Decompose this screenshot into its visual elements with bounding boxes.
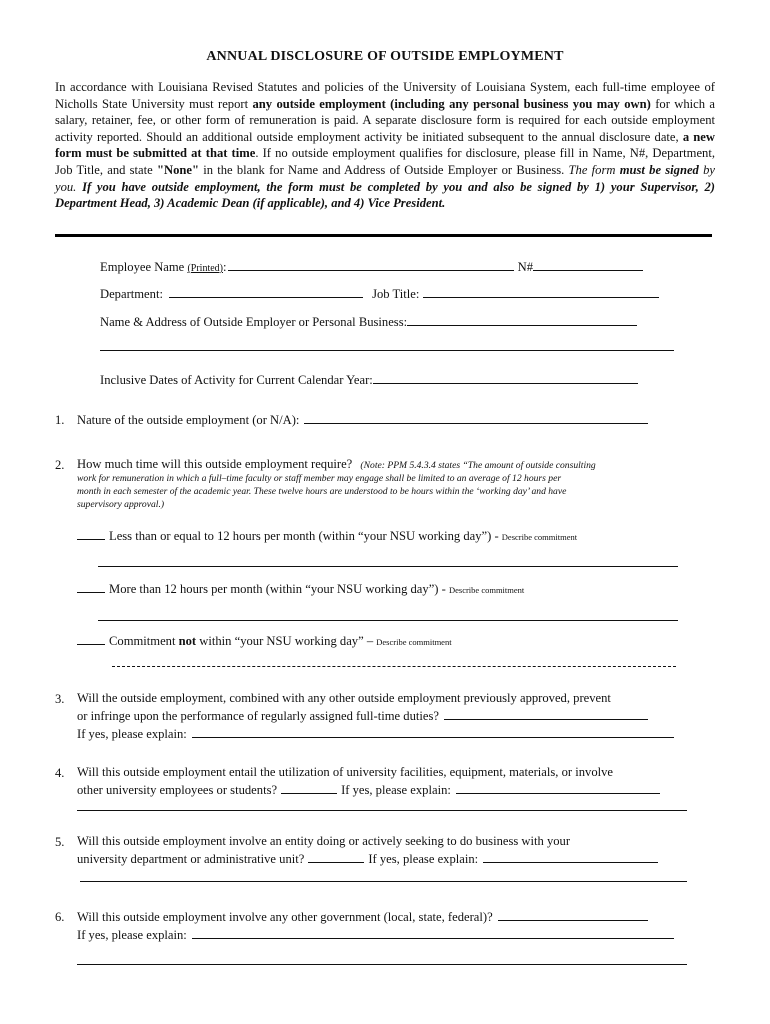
time-option-1-text: Less than or equal to 12 hours per month (within “your NSU working day”) - bbox=[109, 529, 502, 543]
n-number-field[interactable] bbox=[533, 258, 643, 271]
intro-text: . If no outside employment qualifies for disclosure, please fill in Name, N#, Department, Job Title, and state bbox=[55, 146, 715, 177]
question-number: 3. bbox=[55, 692, 65, 706]
question-5-text: Will this outside employment involve an entity doing or actively seeking to do business with your bbox=[77, 834, 571, 848]
job-title-field[interactable] bbox=[423, 285, 659, 298]
question-4-explain-field[interactable] bbox=[456, 781, 660, 794]
question-3-text: or infringe upon the performance of regularly assigned full-time duties? bbox=[77, 709, 439, 723]
time-option-3-field[interactable] bbox=[77, 632, 105, 645]
outside-employer-field[interactable] bbox=[407, 313, 637, 326]
outside-employer-field-line2[interactable] bbox=[100, 350, 674, 351]
question-1 bbox=[77, 411, 648, 429]
outside-employer-label: Name & Address of Outside Employer or Personal Business: bbox=[100, 315, 408, 329]
question-5-explain-field[interactable] bbox=[483, 850, 658, 863]
employee-name-row bbox=[100, 258, 643, 276]
question-3 bbox=[77, 690, 674, 743]
dates-field[interactable] bbox=[373, 371, 638, 384]
question-3-explain-label: If yes, please explain: bbox=[77, 727, 187, 741]
intro-paragraph bbox=[55, 79, 715, 212]
describe-commitment-label: Describe commitment bbox=[376, 637, 452, 647]
question-2-note-line: (Note: PPM 5.4.3.4 states “The amount of outside consulting bbox=[360, 460, 596, 471]
time-option-1-describe-field[interactable] bbox=[98, 566, 678, 567]
question-5 bbox=[77, 833, 658, 868]
dates-row bbox=[100, 371, 638, 389]
intro-text: for which a salary, retainer, fee, or other form of remuneration is paid. A separate disclosure form is required for each outside employment activity reported. Should an additional outside employment activity be initiated subsequent to the annual disclosure date, bbox=[55, 96, 716, 144]
intro-bold-italic-text: must be signed bbox=[619, 162, 699, 177]
time-option-3-text: Commitment bbox=[109, 634, 179, 648]
intro-bold-text: any outside employment (including any personal business you may own) bbox=[252, 96, 651, 111]
question-3-answer-field[interactable] bbox=[444, 707, 648, 720]
question-2-note-line: work for remuneration in which a full–time faculty or staff member may engage shall be limited to an average of 12 hours per bbox=[77, 473, 562, 484]
describe-commitment-label: Describe commitment bbox=[501, 532, 578, 542]
question-4-text: Will this outside employment entail the utilization of university facilities, equipment, materials, or involve bbox=[77, 765, 614, 779]
question-5-explain-label: If yes, please explain: bbox=[368, 852, 479, 866]
time-option-3-describe-field[interactable] bbox=[112, 666, 676, 667]
question-6-text: Will this outside employment involve any other government (local, state, federal)? bbox=[77, 910, 493, 924]
time-option-2 bbox=[77, 580, 524, 598]
question-4-explain-label: If yes, please explain: bbox=[341, 783, 451, 797]
question-1-field[interactable] bbox=[304, 411, 648, 424]
dates-label: Inclusive Dates of Activity for Current Calendar Year: bbox=[100, 373, 373, 387]
question-4-text: other university employees or students? bbox=[77, 783, 278, 797]
question-4-explain-field-line2[interactable] bbox=[77, 810, 687, 811]
question-4-answer-field[interactable] bbox=[281, 781, 337, 794]
job-title-label: Job Title: bbox=[372, 287, 420, 301]
question-5-text: university department or administrative unit? bbox=[77, 852, 305, 866]
form-title: ANNUAL DISCLOSURE OF OUTSIDE EMPLOYMENT bbox=[206, 49, 564, 64]
question-6-explain-field[interactable] bbox=[192, 926, 674, 939]
question-5-explain-field-line2[interactable] bbox=[80, 881, 687, 882]
time-option-3-text: within “your NSU working day” – bbox=[196, 634, 377, 648]
question-number: 5. bbox=[55, 835, 65, 849]
question-3-explain-field[interactable] bbox=[192, 725, 674, 738]
department-field[interactable] bbox=[169, 285, 363, 298]
time-option-1 bbox=[77, 527, 577, 545]
question-number: 4. bbox=[55, 766, 65, 780]
time-option-3 bbox=[77, 632, 452, 650]
employee-name-label: Employee Name bbox=[100, 260, 188, 274]
time-option-2-describe-field[interactable] bbox=[98, 620, 678, 621]
question-6-answer-field[interactable] bbox=[498, 908, 648, 921]
intro-italic-text: The form bbox=[568, 162, 620, 177]
n-number-label: N# bbox=[517, 260, 534, 274]
employee-name-field[interactable] bbox=[228, 258, 514, 271]
question-number: 1. bbox=[55, 413, 65, 427]
question-1-text: Nature of the outside employment (or N/A): bbox=[77, 413, 300, 427]
question-number: 6. bbox=[55, 910, 65, 924]
time-option-2-text: More than 12 hours per month (within “your NSU working day”) - bbox=[109, 582, 449, 596]
question-4 bbox=[77, 764, 660, 799]
time-option-1-field[interactable] bbox=[77, 527, 105, 540]
question-2-note-line: month in each semester of the academic year. These twelve hours are understood to be hours within the ‘working day’ and have bbox=[77, 486, 567, 498]
question-3-text: Will the outside employment, combined with any other outside employment previously approved, prevent bbox=[77, 691, 611, 705]
header-divider bbox=[55, 234, 712, 237]
intro-bold-text: "None" bbox=[156, 162, 199, 177]
intro-text: In accordance with Louisiana Revised Statutes and policies of the University of Louisiana System, each full-time employee of Nicholls State University must report bbox=[55, 80, 715, 111]
intro-bold-italic-text: If you have outside employment, the form must be completed by you and also be signed by 1) your Supervisor, 2) Department Head, 3) Academic Dean (if applicable), and 4) Vice President. bbox=[55, 179, 715, 211]
department-row bbox=[100, 285, 659, 303]
intro-text: in the blank for Name and Address of Outside Employer or Business. bbox=[198, 162, 569, 177]
intro-italic-text: by you. bbox=[55, 162, 715, 194]
outside-employer-row bbox=[100, 313, 637, 331]
time-option-2-field[interactable] bbox=[77, 580, 105, 593]
question-6-explain-label: If yes, please explain: bbox=[77, 928, 187, 942]
question-5-answer-field[interactable] bbox=[308, 850, 364, 863]
intro-bold-text: a new form must be submitted at that time bbox=[55, 129, 715, 161]
question-6-explain-field-line2[interactable] bbox=[77, 964, 687, 965]
department-label: Department: bbox=[100, 287, 163, 301]
question-number: 2. bbox=[55, 458, 65, 472]
question-6 bbox=[77, 908, 674, 944]
describe-commitment-label: Describe commitment bbox=[448, 585, 525, 595]
question-2-text: How much time will this outside employment require? bbox=[77, 457, 353, 471]
question-2-note-line: supervisory approval.) bbox=[77, 499, 165, 511]
printed-label: (Printed) bbox=[187, 263, 223, 274]
colon: : bbox=[222, 260, 227, 274]
time-option-3-bold: not bbox=[178, 634, 197, 648]
question-2-note bbox=[77, 472, 677, 512]
